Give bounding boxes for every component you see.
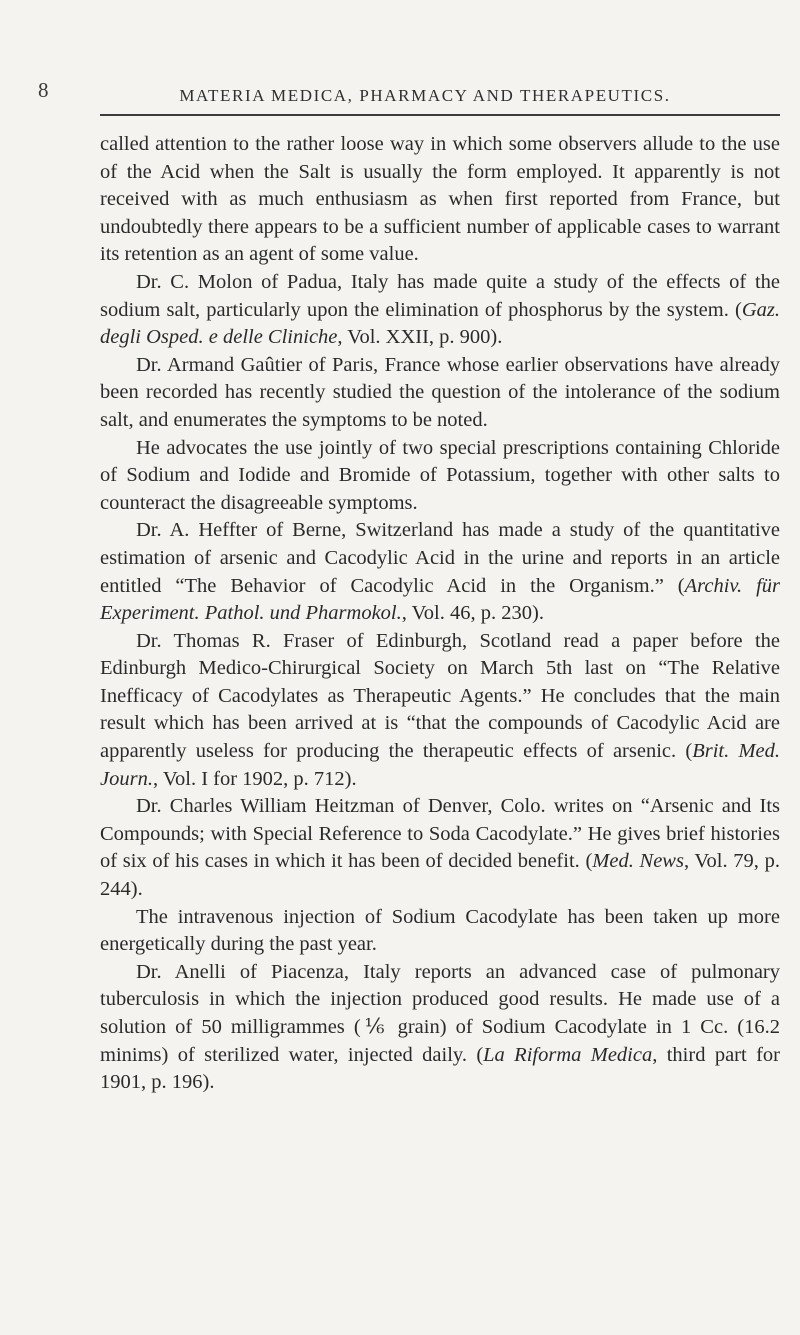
citation-title: La Riforma Medica (483, 1043, 653, 1066)
body-text (100, 131, 780, 1097)
paragraph-text: Dr. Charles William Heitzman of Denver, Colo. writes on “Arsenic and Its Compounds; with Special Reference to Soda Cacodylate.” He gives brief histories of six of his cases in which it has been of decided benefit. ( (100, 795, 780, 873)
paragraph-fraser (100, 628, 780, 794)
paragraph-text: called attention to the rather loose way in which some observers allude to the use of the Acid when the Salt is usually the form employed. It apparently is not received with as much enthusiasm as when first reported from France, but undoubtedly there appears to be a sufficient number of applicable cases to warrant its retention as an agent of some value. (100, 133, 780, 266)
paragraph-text: The intravenous injection of Sodium Cacodylate has been taken up more energetically during the past year. (100, 905, 780, 956)
paragraph-molon (100, 269, 780, 352)
citation-details: , Vol. 46, p. 230). (401, 602, 544, 625)
citation-details: , third part for 1901, p. 196). (100, 1043, 780, 1094)
paragraph-continuation (100, 131, 780, 269)
citation-details: , Vol. XXII, p. 900). (337, 326, 503, 349)
paragraph-text: Dr. Thomas R. Fraser of Edinburgh, Scotland read a paper before the Edinburgh Medico-Chirurgical Society on March 5th last on “The Relative Inefficacy of Cacodylates as Therapeutic Agents.” He concludes that the main result which has been arrived at is “that the compounds of Cacodylic Acid are apparently useless for producing the therapeutic effects of arsenic. ( (100, 629, 780, 763)
paragraph-intravenous (100, 904, 780, 959)
header-rule (100, 114, 780, 116)
paragraph-gautier (100, 352, 780, 435)
page-number: 8 (38, 78, 49, 102)
citation-title: Archiv. für Experiment. Pathol. und Pharmokol. (100, 574, 780, 625)
paragraph-prescriptions (100, 435, 780, 518)
paragraph-text: Dr. Armand Gaûtier of Paris, France whose earlier observations have already been recorded has recently studied the question of the intolerance of the sodium salt, and enumerates the symptoms to be noted. (100, 353, 780, 431)
citation-title: Gaz. degli Osped. e delle Cliniche (100, 298, 780, 349)
running-head: MATERIA MEDICA, PHARMACY AND THERAPEUTICS. (179, 86, 671, 105)
citation-title: Brit. Med. Journ. (100, 740, 780, 790)
paragraph-text: Dr. A. Heffter of Berne, Switzerland has made a study of the quantitative estimation of arsenic and Cacodylic Acid in the urine and reports in an article entitled “The Behavior of Cacodylic Acid in the Organism.” ( (100, 519, 780, 597)
paragraph-text: Dr. Anelli of Piacenza, Italy reports an advanced case of pulmonary tuberculosis in which the injection produced good results. He made use of a solution of 50 milligrammes (⅙ grain) of Sodium Cacodylate in 1 Cc. (16.2 minims) of sterilized water, injected daily. ( (100, 960, 780, 1066)
citation-details: , Vol. 79, p. 244). (100, 850, 780, 901)
paragraph-text: He advocates the use jointly of two special prescriptions containing Chloride of Sodium and Iodide and Bromide of Potassium, together with other salts to counteract the disagreeable symptoms. (100, 436, 780, 514)
citation-title: Med. News (592, 850, 684, 873)
paragraph-text: Dr. C. Molon of Padua, Italy has made quite a study of the effects of the sodium salt, particularly upon the elimination of phosphorus by the system. ( (100, 270, 780, 321)
paragraph-heffter (100, 517, 780, 627)
paragraph-anelli (100, 959, 780, 1097)
citation-details: , Vol. I for 1902, p. 712). (152, 767, 357, 790)
paragraph-heitzman (100, 793, 780, 903)
